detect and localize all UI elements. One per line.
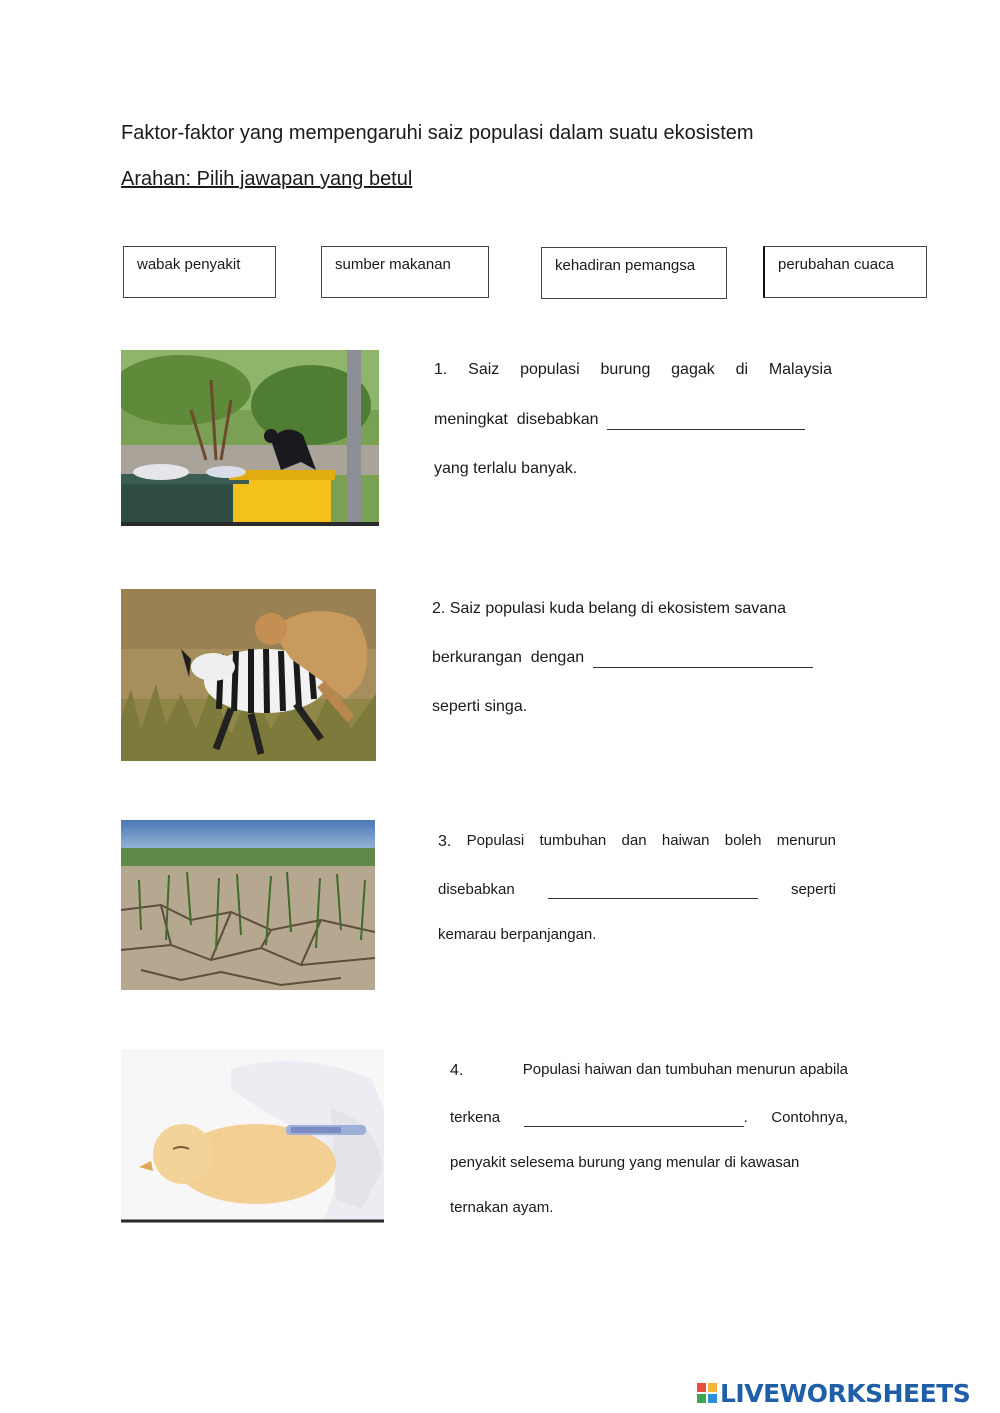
q3-word: haiwan <box>661 832 710 849</box>
instruction: Arahan: Pilih jawapan yang betul <box>121 168 413 190</box>
q4-text: Populasi haiwan dan tumbuhan menurun apabila <box>522 1061 848 1078</box>
q1-text: meningkat <box>434 411 508 428</box>
q3-answer-blank[interactable] <box>548 880 758 899</box>
q1-answer-blank[interactable] <box>607 411 805 430</box>
q3-text: kemarau berpanjangan. <box>438 926 597 943</box>
q2-text: 2. Saiz populasi kuda belang di ekosistem savana <box>432 600 786 617</box>
q1-word: gagak <box>671 361 715 378</box>
q1-word: Saiz <box>468 361 500 378</box>
logo-icon <box>697 1383 717 1403</box>
q1-number: 1. <box>434 361 448 378</box>
q4-answer-blank[interactable] <box>524 1108 744 1127</box>
q1-text: disebabkan <box>516 411 599 428</box>
option-wabak-penyakit[interactable]: wabak penyakit <box>123 246 276 298</box>
q4-text: Contohnya, <box>771 1109 848 1126</box>
q1-word: populasi <box>520 361 580 378</box>
option-kehadiran-pemangsa[interactable]: kehadiran pemangsa <box>541 247 727 299</box>
chick-vaccine-photo <box>121 1049 384 1223</box>
q3-number: 3. <box>438 833 452 850</box>
q1-word: di <box>735 361 749 378</box>
q4-text: ternakan ayam. <box>450 1199 554 1216</box>
drought-field-photo <box>121 820 375 990</box>
q2-answer-blank[interactable] <box>593 649 813 668</box>
q3-word: dan <box>621 832 647 849</box>
q3-word: boleh <box>724 832 762 849</box>
option-sumber-makanan[interactable]: sumber makanan <box>321 246 489 298</box>
lion-zebra-photo <box>121 589 376 761</box>
q4-text: penyakit selesema burung yang menular di kawasan <box>450 1154 800 1171</box>
crow-on-bins-photo <box>121 350 379 526</box>
logo-text: LIVEWORKSHEETS <box>720 1378 971 1408</box>
q2-text: berkurangan <box>432 649 522 666</box>
option-perubahan-cuaca[interactable]: perubahan cuaca <box>763 246 927 298</box>
q3-text: disebabkan <box>438 881 515 898</box>
q1-word: Malaysia <box>768 361 832 378</box>
q2-text: seperti singa. <box>432 698 528 715</box>
q4-text: terkena <box>450 1109 501 1126</box>
worksheet-title: Faktor-faktor yang mempengaruhi saiz populasi dalam suatu ekosistem <box>121 122 754 144</box>
q3-word: menurun <box>776 832 836 849</box>
q3-word: tumbuhan <box>539 832 607 849</box>
q1-text: yang terlalu banyak. <box>434 460 578 477</box>
q1-word: burung <box>600 361 651 378</box>
q4-number: 4. <box>450 1062 464 1079</box>
q2-text: dengan <box>530 649 585 666</box>
q3-word: Populasi <box>466 832 525 849</box>
q4-period: . <box>743 1109 748 1126</box>
liveworksheets-logo <box>697 1378 970 1408</box>
q3-text: seperti <box>790 881 836 898</box>
